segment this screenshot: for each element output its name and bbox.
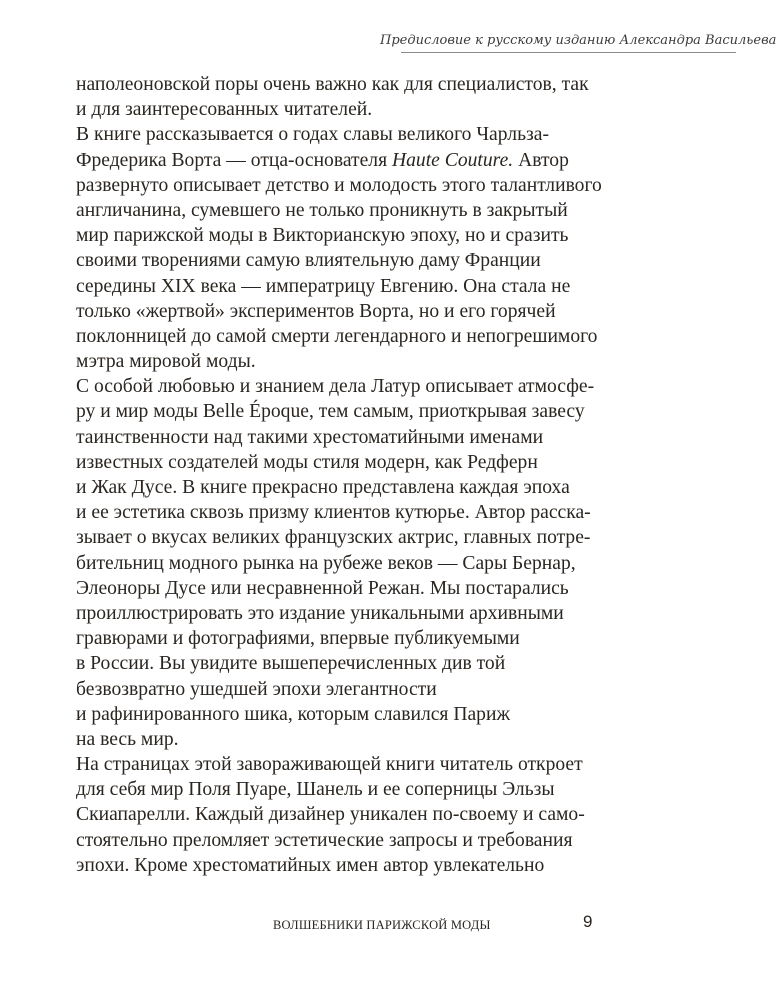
text-line: В книге рассказывается о годах славы великого Чарльза-: [76, 124, 549, 146]
text-line: своими творениями самую влиятельную даму Франции: [76, 250, 541, 272]
footer-book-title: ВОЛШЕБНИКИ ПАРИЖСКОЙ МОДЫ: [273, 918, 491, 932]
header-rule: [401, 52, 736, 53]
text-line: проиллюстрировать это издание уникальными архивными: [76, 602, 564, 624]
page-number: 9: [583, 912, 593, 931]
italic-term: Haute Couture.: [391, 149, 514, 171]
text-line: таинственности над такими хрестоматийными именами: [76, 426, 544, 448]
text-line: Элеоноры Дусе или несравненной Режан. Мы постарались: [76, 577, 569, 599]
text-line: ру и мир моды Belle Époque, тем самым, приоткрывая завесу: [76, 401, 585, 423]
text-line: в России. Вы увидите вышеперечисленных див той: [76, 653, 506, 675]
text-segment: Автор: [513, 149, 569, 171]
text-line: безвозвратно ушедшей эпохи элегантности: [76, 678, 437, 700]
running-head: Предисловие к русскому изданию Александра Васильева: [380, 33, 776, 48]
text-line: только «жертвой» экспериментов Ворта, но и его горячей: [76, 300, 556, 322]
text-line: для себя мир Поля Пуаре, Шанель и ее соперницы Эльзы: [76, 779, 555, 801]
text-line: Скиапарелли. Каждый дизайнер уникален по-своему и само-: [76, 804, 585, 826]
text-line: мир парижской моды в Викторианскую эпоху, но и сразить: [76, 225, 569, 247]
text-line: и рафинированного шика, которым славился Париж: [76, 703, 510, 725]
text-line: эпохи. Кроме хрестоматийных имен автор увлекательно: [76, 854, 545, 876]
text-line: и Жак Дусе. В книге прекрасно представлена каждая эпоха: [76, 477, 570, 498]
text-line: известных создателей моды стиля модерн, как Редферн: [76, 451, 538, 473]
text-line: [76, 148, 716, 173]
body-text: [76, 72, 716, 878]
text-line: развернуто описывает детство и молодость этого талантливого: [76, 174, 602, 196]
text-line: и ее эстетика сквозь призму клиентов кутюрье. Автор расска-: [76, 502, 591, 524]
text-segment: Фредерика Ворта — отца-основателя: [76, 149, 392, 171]
text-line: На страницах этой завораживающей книги читатель откроет: [76, 754, 583, 776]
text-line: середины XIX века — императрицу Евгению. Она стала не: [76, 275, 571, 297]
text-line: англичанина, сумевшего не только проникнуть в закрытый: [76, 199, 568, 221]
text-line: С особой любовью и знанием дела Латур описывает атмосфе-: [76, 376, 595, 398]
text-line: гравюрами и фотографиями, впервые публикуемыми: [76, 628, 520, 650]
text-line: стоятельно преломляет эстетические запросы и требования: [76, 829, 573, 851]
text-line: бительниц модного рынка на рубеже веков — Сары Бернар,: [76, 552, 576, 574]
text-line: наполеоновской поры очень важно как для специалистов, так: [76, 74, 589, 95]
text-line: и для заинтересованных читателей.: [76, 99, 373, 121]
text-line: мэтра мировой моды.: [76, 351, 256, 373]
text-line: зывает о вкусах великих французских актрис, главных потре-: [76, 527, 591, 549]
text-line: на весь мир.: [76, 728, 179, 750]
text-line: поклонницей до самой смерти легендарного и непогрешимого: [76, 325, 598, 347]
